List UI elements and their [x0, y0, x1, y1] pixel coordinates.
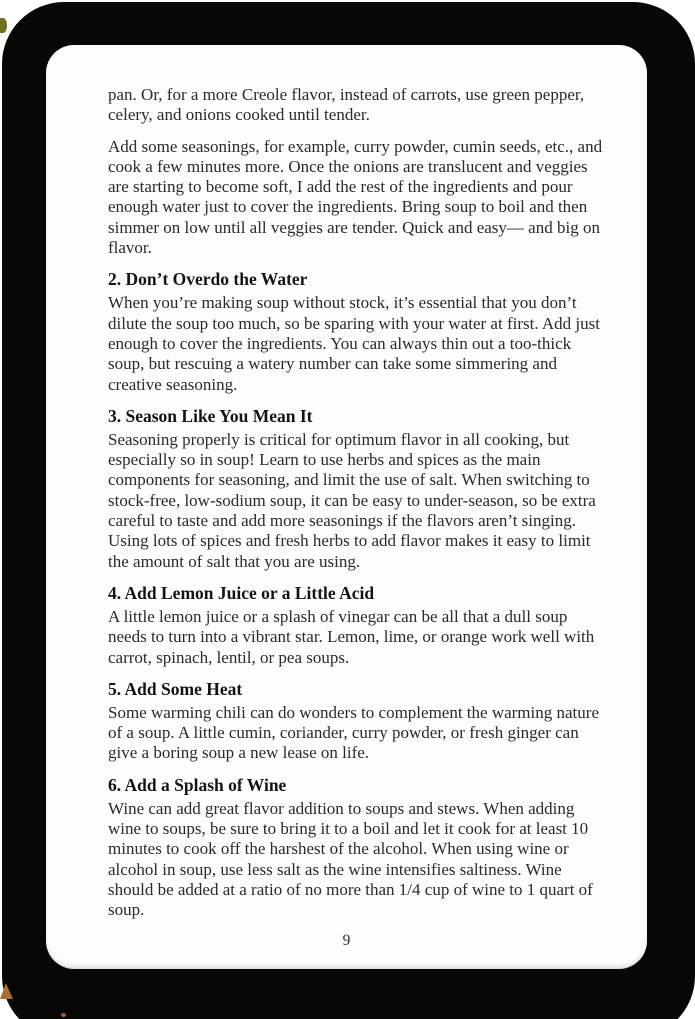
tip-section: [108, 583, 608, 668]
paragraph: When you’re making soup without stock, it’s essential that you don’t dilute the soup too much, so be sparing with your water at first. Add just enough to cover the ingredients. You can always thin out a too-thick soup, but rescuing a watery number can take some simmering and creative seasoning.: [108, 293, 600, 394]
ereader-device-frame: [2, 2, 695, 1019]
background-speck: [0, 18, 7, 33]
section-heading: 2. Don’t Overdo the Water: [108, 269, 308, 290]
tip-section: [108, 775, 608, 921]
section-heading: 4. Add Lemon Juice or a Little Acid: [108, 582, 375, 603]
background-speck: [61, 1013, 66, 1017]
paragraph: Add some seasonings, for example, curry powder, cumin seeds, etc., and cook a few minutes more. Once the onions are translucent and veggies are starting to become soft, I add the rest of the ingredients and pour enough water just to cover the ingredients. Bring soup to boil and then simmer on low until all veggies are tender. Quick and easy— and big on flavor.: [108, 136, 603, 258]
paragraph: Some warming chili can do wonders to complement the warming nature of a soup. A little cumin, coriander, curry powder, or fresh ginger can give a boring soup a new lease on life.: [108, 702, 599, 763]
paragraph: A little lemon juice or a splash of vinegar can be all that a dull soup needs to turn into a vibrant star. Lemon, lime, or orange work well with carrot, spinach, lentil, or pea soups.: [108, 606, 595, 667]
paragraph: Seasoning properly is critical for optimum flavor in all cooking, but especially so in soup! Learn to use herbs and spices as the main components for seasoning, and limit the use of salt. When switching to stock-free, low-sodium soup, it can be easy to under-season, so be extra careful to taste and add more seasonings if the flavors aren’t singing. Using lots of spices and fresh herbs to add flavor makes it easy to limit the amount of salt that you are using.: [108, 429, 596, 571]
paragraph: Wine can add great flavor addition to soups and stews. When adding wine to soups, be sure to bring it to a boil and let it cook for at least 10 minutes to cook off the harshest of the alcohol. When using wine or alcohol in soup, use less salt as the wine intensifies saltiness. Wine should be added at a ratio of no more than 1/4 cup of wine to 1 quart of soup.: [108, 798, 593, 920]
tip-section: [108, 679, 608, 764]
section-heading: 3. Season Like You Mean It: [108, 405, 313, 426]
paragraph: pan. Or, for a more Creole flavor, instead of carrots, use green pepper, celery, and onions cooked until tender.: [108, 85, 585, 125]
section-heading: 6. Add a Splash of Wine: [108, 774, 287, 795]
book-page-content: [108, 85, 608, 921]
tip-section: [108, 406, 608, 572]
ereader-screen[interactable]: [46, 45, 647, 969]
page-number: 9: [342, 932, 351, 949]
tip-section: [108, 269, 608, 394]
section-heading: 5. Add Some Heat: [108, 678, 243, 699]
